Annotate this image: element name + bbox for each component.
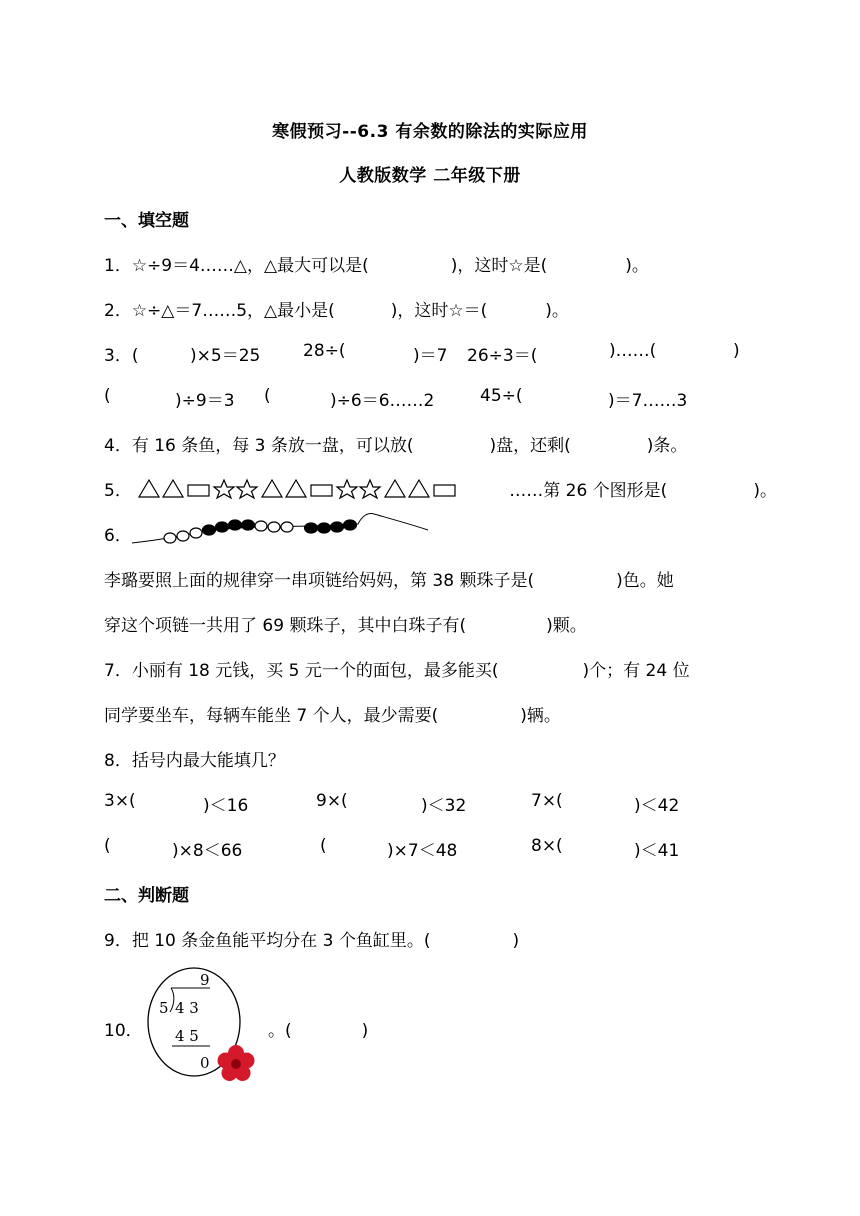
question-1 [104,251,649,276]
q3-item-3-mid: )……( [609,341,657,361]
q2-text-b: )，这时☆＝( [390,301,488,321]
q2-text-c: )。 [545,301,569,321]
q3-item-6-close: )＝7……3 [608,391,688,411]
q10-end: ) [361,1021,369,1041]
q3-item-1-open: 3．( [104,346,139,366]
rectangle-shape [434,485,455,496]
q1-text-c: )。 [625,256,649,276]
q8-item-4-close: )×8＜66 [172,841,243,861]
q4-text-c: )条。 [646,436,688,456]
q8-item-5-close: )×7＜48 [387,841,458,861]
worksheet-subtitle: 人教版数学 二年级下册 [339,166,521,186]
q3-item-5-open: ( [264,386,271,406]
q6-text-c: 穿这个项链一共用了 69 颗珠子，其中白珠子有( [104,616,467,636]
q3-item-6-open: 45÷( [480,386,523,406]
q10-text: 。( [268,1021,292,1041]
q8-item-1-close: )＜16 [203,796,249,816]
q4-text-a: 4．有 16 条鱼，每 3 条放一盘，可以放( [104,436,414,456]
division-dividend: 4 3 [175,999,199,1017]
q8-item-5-open: ( [320,836,327,856]
triangle-shape [409,480,429,497]
q4-text-b: )盘，还剩( [489,436,571,456]
black-bead [216,522,229,532]
rectangle-shape [311,485,332,496]
q3-item-3-open: 26÷3＝( [467,346,538,366]
q3-item-5-close: )÷6＝6……2 [330,391,435,411]
q1-text-b: )，这时☆是( [450,256,548,276]
triangle-shape [262,480,282,497]
black-bead [305,523,318,533]
q8-item-1-open: 3×( [104,791,136,811]
question-6-line-2 [104,611,587,636]
triangle-shape [139,480,159,497]
q7-text-d: )辆。 [520,706,561,726]
star-shape [237,480,257,498]
question-4 [104,431,687,456]
triangle-shape [163,480,183,497]
q3-item-2-close: )＝7 [413,346,448,366]
q7-text-c: 同学要坐车，每辆车能坐 7 个人，最少需要( [104,706,439,726]
q8-item-2-open: 9×( [316,791,348,811]
q9-end: ) [512,931,520,951]
question-10-judgement [268,1016,368,1041]
question-6-number: 6． [104,526,132,546]
bead-necklace-figure [130,510,430,550]
white-bead [255,521,267,531]
q6-text-d: )颗。 [546,616,587,636]
question-8-prompt: 8．括号内最大能填几？ [104,751,285,771]
q3-item-3-close: ) [733,341,740,361]
star-shape [337,480,357,498]
shape-pattern-sequence [137,478,509,500]
division-quotient: 9 [200,971,210,989]
question-7-line-2 [104,701,561,726]
q8-item-2-close: )＜32 [421,796,467,816]
star-shape [214,480,234,498]
question-6-line-1 [104,566,674,591]
q3-item-2-open: 28÷( [303,341,346,361]
white-bead [268,522,280,532]
red-flower-icon [218,1045,255,1081]
worksheet-title: 寒假预习--6.3 有余数的除法的实际应用 [272,122,588,142]
q7-text-b: )个；有 24 位 [582,661,690,681]
question-7-line-1 [104,656,690,681]
q8-item-4-open: ( [104,836,111,856]
black-bead [203,525,216,535]
question-2 [104,296,569,321]
white-bead [177,531,189,541]
q6-text-b: )色。她 [616,571,674,591]
q5-number: 5． [104,481,132,501]
division-divisor: 5 [159,999,169,1017]
star-shape [360,480,380,498]
white-bead [190,528,202,538]
q3-item-1-close: )×5＝25 [190,346,261,366]
section-judgement-heading: 二、判断题 [104,886,189,906]
long-division-figure [144,964,264,1090]
q9-text: 9．把 10 条金鱼能平均分在 3 个鱼缸里。( [104,931,431,951]
black-bead [229,520,242,530]
question-5 [104,476,777,501]
q7-text-a: 7．小丽有 18 元钱，买 5 元一个的面包，最多能买( [104,661,499,681]
q8-item-6-open: 8×( [531,836,563,856]
q2-text-a: 2．☆÷△＝7……5，△最小是( [104,301,335,321]
q5-text: ……第 26 个图形是( [509,481,668,501]
q8-item-3-close: )＜42 [634,796,680,816]
rectangle-shape [188,485,209,496]
triangle-shape [286,480,306,497]
q5-end: )。 [753,481,777,501]
q8-item-6-close: )＜41 [634,841,680,861]
section-fill-blank-heading: 一、填空题 [104,211,189,231]
white-bead [281,522,293,532]
division-product: 4 5 [175,1027,199,1045]
q3-item-4-close: )÷9＝3 [175,391,235,411]
question-9 [104,926,519,951]
question-10-number: 10． [104,1021,143,1041]
triangle-shape [385,480,405,497]
q1-text-a: 1．☆÷9＝4……△，△最大可以是( [104,256,369,276]
division-remainder: 0 [200,1054,210,1072]
black-bead [344,520,357,530]
black-bead [331,522,344,532]
q3-item-4-open: ( [104,386,111,406]
division-bracket [170,988,174,1012]
q6-text-a: 李璐要照上面的规律穿一串项链给妈妈，第 38 颗珠子是( [104,571,535,591]
black-bead [318,523,331,533]
black-bead [242,520,255,530]
white-bead [164,533,176,543]
q8-item-3-open: 7×( [531,791,563,811]
